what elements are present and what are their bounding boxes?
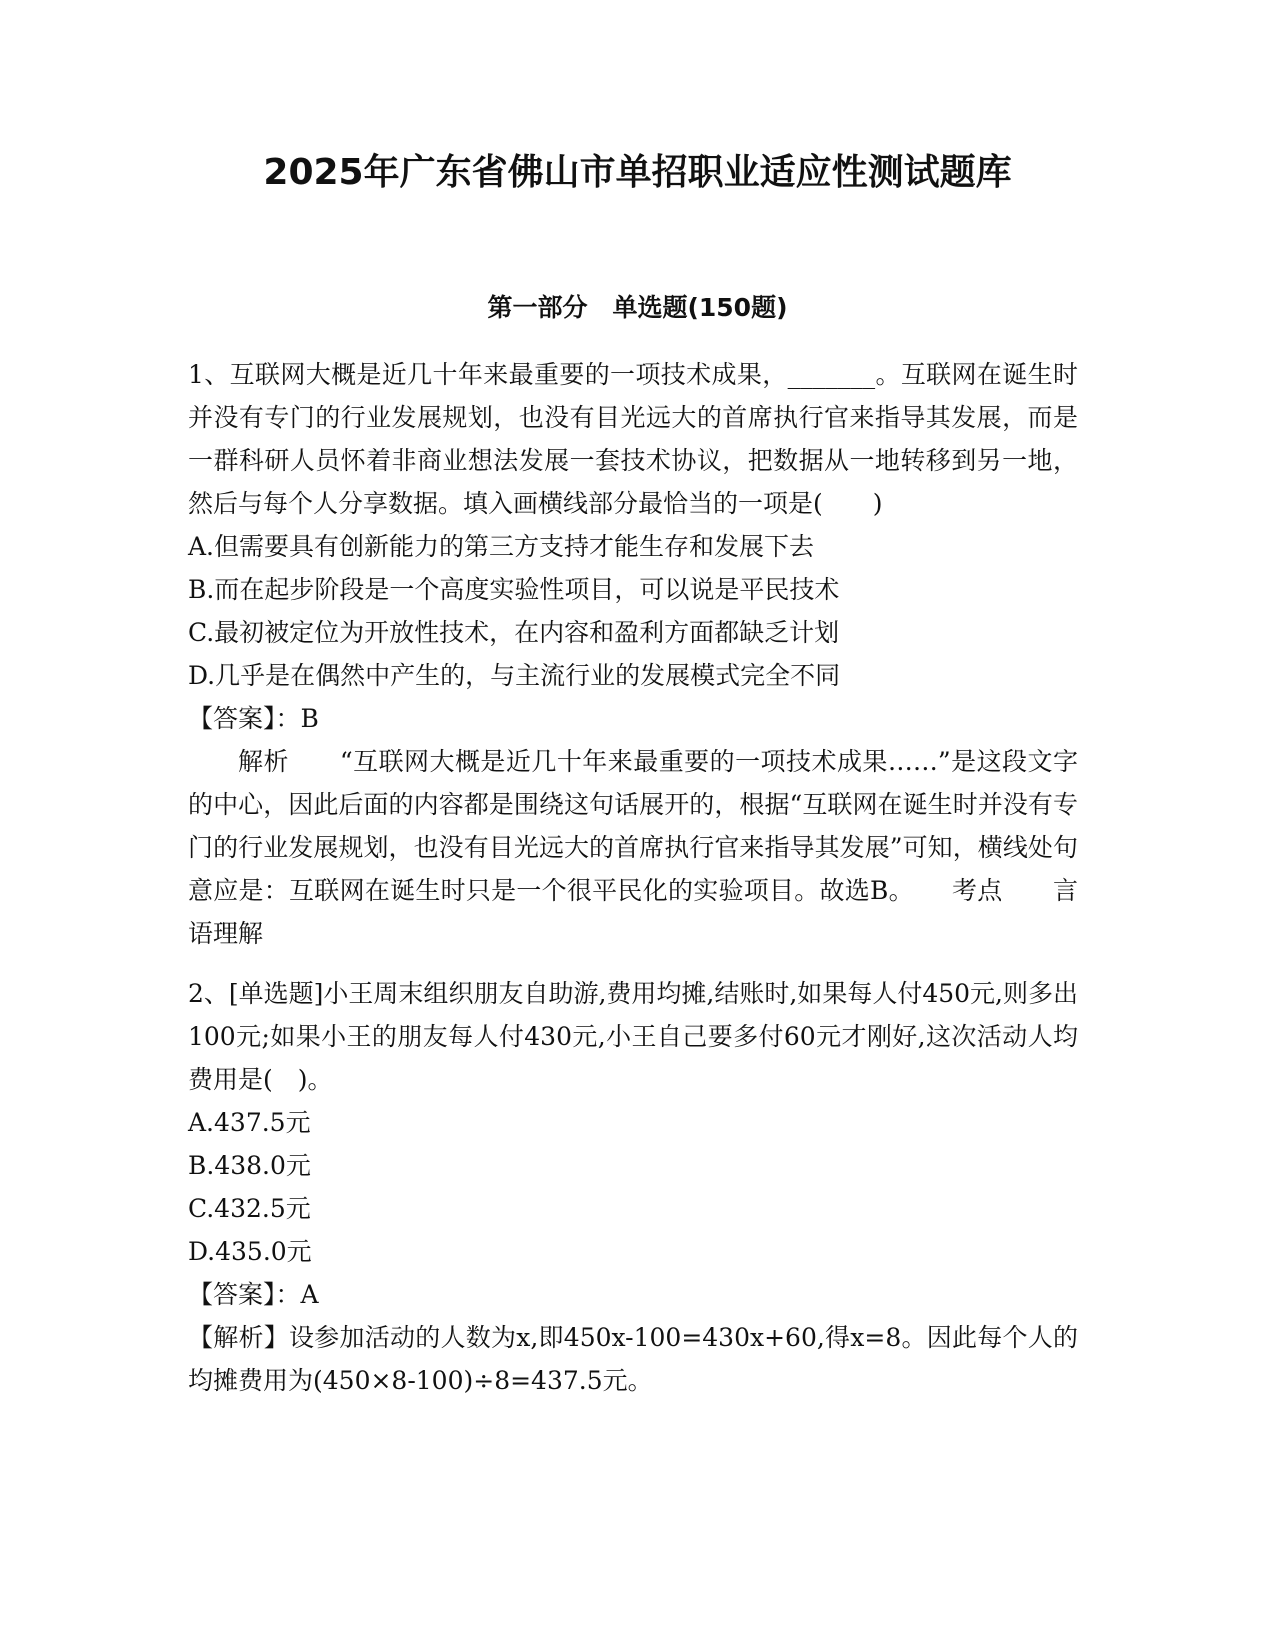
option-a: A.437.5元 xyxy=(188,1108,311,1137)
analysis-text: 【解析】设参加活动的人数为x,即450x-100=430x+60,得x=8。因此每个人的均摊费用为(450×8-100)÷8=437.5元。 xyxy=(188,1323,1078,1395)
answer-line: 【答案】：B xyxy=(188,704,319,733)
question-spacer xyxy=(188,955,1078,972)
answer-line: 【答案】：A xyxy=(188,1280,319,1309)
analysis-text: 解析 “互联网大概是近几十年来最重要的一项技术成果……”是这段文字的中心，因此后面的内容都是围绕这句话展开的，根据“互联网在诞生时并没有专门的行业发展规划，也没有目光远大的首席执行官来指导其发展”可知，横线处句意应是：互联网在诞生时只是一个很平民化的实验项目。故选B。 考点 言语理解 xyxy=(188,747,1078,948)
option-d: D.435.0元 xyxy=(188,1237,312,1266)
question-2 xyxy=(188,972,1078,1402)
question-1 xyxy=(188,353,1078,955)
section-heading: 第一部分 单选题(150题) xyxy=(487,293,788,322)
option-b: B.而在起步阶段是一个高度实验性项目，可以说是平民技术 xyxy=(188,575,840,604)
option-c: C.最初被定位为开放性技术，在内容和盈利方面都缺乏计划 xyxy=(188,618,840,647)
option-d: D.几乎是在偶然中产生的，与主流行业的发展模式完全不同 xyxy=(188,661,841,690)
question-list xyxy=(188,353,1078,1402)
option-a: A.但需要具有创新能力的第三方支持才能生存和发展下去 xyxy=(188,532,815,561)
document-title: 2025年广东省佛山市单招职业适应性测试题库 xyxy=(263,152,1012,193)
question-stem: 2、[单选题]小王周末组织朋友自助游,费用均摊,结账时,如果每人付450元,则多出100元;如果小王的朋友每人付430元,小王自己要多付60元才刚好,这次活动人均费用是( )。 xyxy=(188,979,1078,1094)
option-b: B.438.0元 xyxy=(188,1151,311,1180)
option-c: C.432.5元 xyxy=(188,1194,311,1223)
question-stem: 1、互联网大概是近几十年来最重要的一项技术成果，_______。互联网在诞生时并没有专门的行业发展规划，也没有目光远大的首席执行官来指导其发展，而是一群科研人员怀着非商业想法发展一套技术协议，把数据从一地转移到另一地，然后与每个人分享数据。填入画横线部分最恰当的一项是( ) xyxy=(188,360,1078,518)
